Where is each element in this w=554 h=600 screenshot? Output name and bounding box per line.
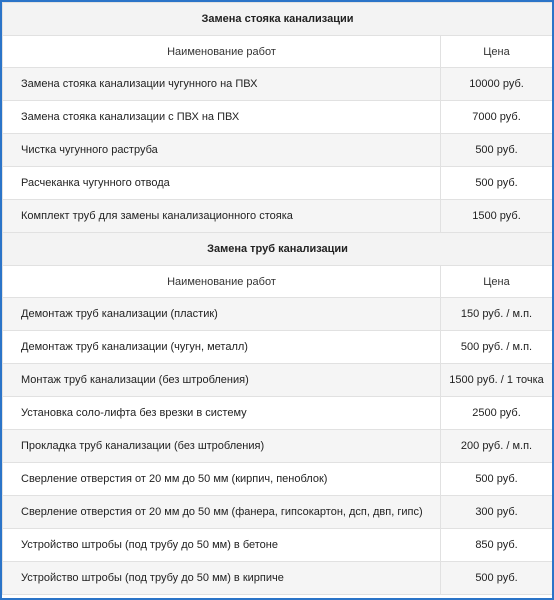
table-row: [3, 68, 553, 101]
service-price: 850 руб.: [441, 529, 553, 562]
section-header-pipes: [3, 233, 553, 266]
column-header-price: Цена: [441, 266, 553, 298]
service-price: 2500 руб.: [441, 397, 553, 430]
service-price: 500 руб. / м.п.: [441, 331, 553, 364]
service-price: 500 руб.: [441, 562, 553, 595]
service-price: 500 руб.: [441, 134, 553, 167]
service-name: Установка соло-лифта без врезки в систему: [3, 397, 441, 430]
service-name: Прокладка труб канализации (без штробления): [3, 430, 441, 463]
column-header-name: Наименование работ: [3, 36, 441, 68]
service-name: Устройство штробы (под трубу до 50 мм) в бетоне: [3, 529, 441, 562]
table-row: [3, 463, 553, 496]
service-name: Замена стояка канализации чугунного на ПВХ: [3, 68, 441, 101]
column-header-price: Цена: [441, 36, 553, 68]
table-row: [3, 101, 553, 134]
service-price: 7000 руб.: [441, 101, 553, 134]
service-name: Замена стояка канализации с ПВХ на ПВХ: [3, 101, 441, 134]
column-header-row: [3, 266, 553, 298]
service-price: 500 руб.: [441, 463, 553, 496]
service-name: Устройство штробы (под трубу до 50 мм) в кирпиче: [3, 562, 441, 595]
service-name: Сверление отверстия от 20 мм до 50 мм (фанера, гипсокартон, дсп, двп, гипс): [3, 496, 441, 529]
table-row: [3, 298, 553, 331]
service-price: 1500 руб.: [441, 200, 553, 233]
service-price: 200 руб. / м.п.: [441, 430, 553, 463]
service-name: Демонтаж труб канализации (чугун, металл): [3, 331, 441, 364]
table-row: [3, 562, 553, 595]
table-row: [3, 200, 553, 233]
section-title: Замена стояка канализации: [3, 3, 553, 36]
service-name: Расчеканка чугунного отвода: [3, 167, 441, 200]
column-header-row: [3, 36, 553, 68]
service-price: 300 руб.: [441, 496, 553, 529]
service-name: Демонтаж труб канализации (пластик): [3, 298, 441, 331]
section-header-riser: [3, 3, 553, 36]
table-row: [3, 529, 553, 562]
service-price: 10000 руб.: [441, 68, 553, 101]
table-row: [3, 364, 553, 397]
service-name: Комплект труб для замены канализационного стояка: [3, 200, 441, 233]
table-row: [3, 134, 553, 167]
section-title: Замена труб канализации: [3, 233, 553, 266]
price-table: [2, 2, 553, 595]
table-row: [3, 397, 553, 430]
service-name: Чистка чугунного раструба: [3, 134, 441, 167]
table-row: [3, 167, 553, 200]
column-header-name: Наименование работ: [3, 266, 441, 298]
service-price: 500 руб.: [441, 167, 553, 200]
table-row: [3, 331, 553, 364]
service-name: Монтаж труб канализации (без штробления): [3, 364, 441, 397]
service-price: 1500 руб. / 1 точка: [441, 364, 553, 397]
service-price: 150 руб. / м.п.: [441, 298, 553, 331]
table-row: [3, 496, 553, 529]
service-name: Сверление отверстия от 20 мм до 50 мм (кирпич, пенoблок): [3, 463, 441, 496]
table-row: [3, 430, 553, 463]
